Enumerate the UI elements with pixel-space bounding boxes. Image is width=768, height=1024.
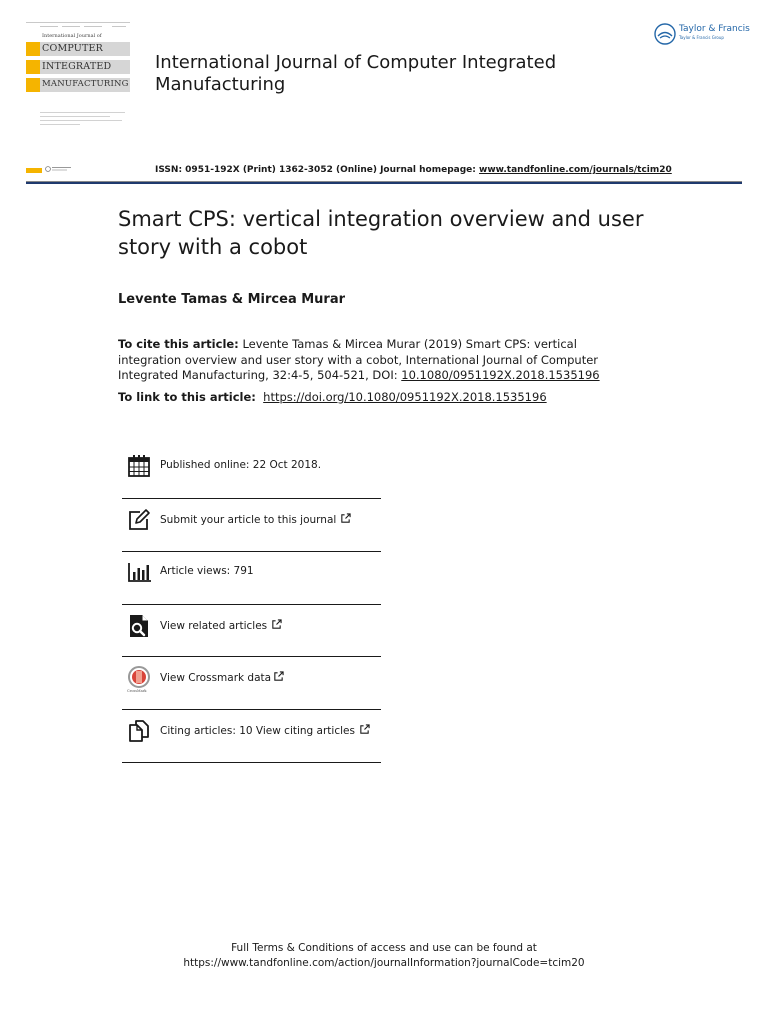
- journal-cover-thumbnail: [26, 22, 130, 130]
- cite-doi-link[interactable]: 10.1080/0951192X.2018.1535196: [401, 368, 600, 382]
- terms-footer: [0, 941, 768, 971]
- issn-text: ISSN: 0951-192X (Print) 1362-3052 (Online) Journal homepage:: [155, 165, 480, 175]
- publisher-group: Taylor & Francis Group: [679, 35, 724, 40]
- published-date: Published online: 22 Oct 2018.: [160, 459, 322, 471]
- citation-block: [118, 337, 638, 384]
- submit-article-label: Submit your article to this journal: [160, 514, 337, 526]
- submit-article-link[interactable]: [160, 513, 351, 526]
- journal-title: International Journal of Computer Integrated Manufacturing: [155, 52, 557, 95]
- cite-text: Levente Tamas & Mircea Murar (2019) Smart CPS: vertical integration overview and user story with a cobot, International Journal of Computer Integrated Manufacturing, 32:4-5, 504-521, DOI:: [118, 337, 599, 382]
- publisher-name: Taylor & Francis: [679, 24, 750, 34]
- cover-line-manufacturing: MANUFACTURING: [42, 79, 129, 89]
- crossmark-row[interactable]: [122, 666, 382, 718]
- row-divider: [122, 604, 381, 605]
- related-articles-label: View related articles: [160, 620, 268, 632]
- submit-article-row[interactable]: [122, 508, 382, 560]
- terms-url[interactable]: https://www.tandfonline.com/action/journalInformation?journalCode=tcim20: [183, 957, 585, 969]
- journal-homepage-link[interactable]: www.tandfonline.com/journals/tcim20: [479, 165, 672, 175]
- bar-chart-icon: [127, 560, 151, 584]
- publisher-logo[interactable]: [654, 22, 750, 46]
- article-doi-link[interactable]: https://doi.org/10.1080/0951192X.2018.1535196: [263, 390, 547, 404]
- citing-articles-row[interactable]: [122, 719, 382, 771]
- calendar-icon: [127, 454, 151, 478]
- cover-line-integrated: INTEGRATED: [42, 61, 112, 72]
- cite-label: To cite this article:: [118, 337, 239, 351]
- external-link-icon: [273, 671, 284, 682]
- crossmark-icon-label: CrossMark: [127, 689, 147, 693]
- row-divider: [122, 551, 381, 552]
- external-link-icon: [359, 724, 370, 735]
- cover-line-computer: COMPUTER: [42, 43, 104, 54]
- citing-documents-icon: [127, 719, 151, 743]
- external-link-icon: [271, 619, 282, 630]
- article-title: Smart CPS: vertical integration overview and user story with a cobot: [118, 207, 644, 259]
- citing-articles-label: Citing articles: 10 View citing articles: [160, 725, 355, 737]
- row-divider: [122, 498, 381, 499]
- row-divider: [122, 709, 381, 710]
- issn-bar-accent: [26, 168, 42, 173]
- header-divider-thick: [26, 182, 742, 184]
- issn-line: [155, 165, 672, 175]
- related-articles-row[interactable]: [122, 614, 382, 666]
- external-link-icon: [340, 513, 351, 524]
- terms-line: Full Terms & Conditions of access and use can be found at: [231, 942, 537, 954]
- row-divider: [122, 656, 381, 657]
- link-label: To link to this article:: [118, 390, 256, 404]
- citing-articles-link[interactable]: [160, 724, 370, 737]
- edit-icon: [127, 508, 151, 532]
- article-link-block: [118, 390, 547, 404]
- taylor-francis-logo-icon: [654, 23, 676, 45]
- article-views: Article views: 791: [160, 565, 254, 577]
- search-document-icon: [127, 614, 151, 638]
- cover-intl-label: International Journal of: [42, 33, 102, 39]
- related-articles-link[interactable]: [160, 619, 282, 632]
- publisher-mini-logo-icon: [45, 166, 73, 172]
- article-authors: Levente Tamas & Mircea Murar: [118, 292, 346, 307]
- crossmark-link[interactable]: [160, 671, 284, 684]
- row-divider: [122, 762, 381, 763]
- crossmark-label: View Crossmark data: [160, 672, 272, 684]
